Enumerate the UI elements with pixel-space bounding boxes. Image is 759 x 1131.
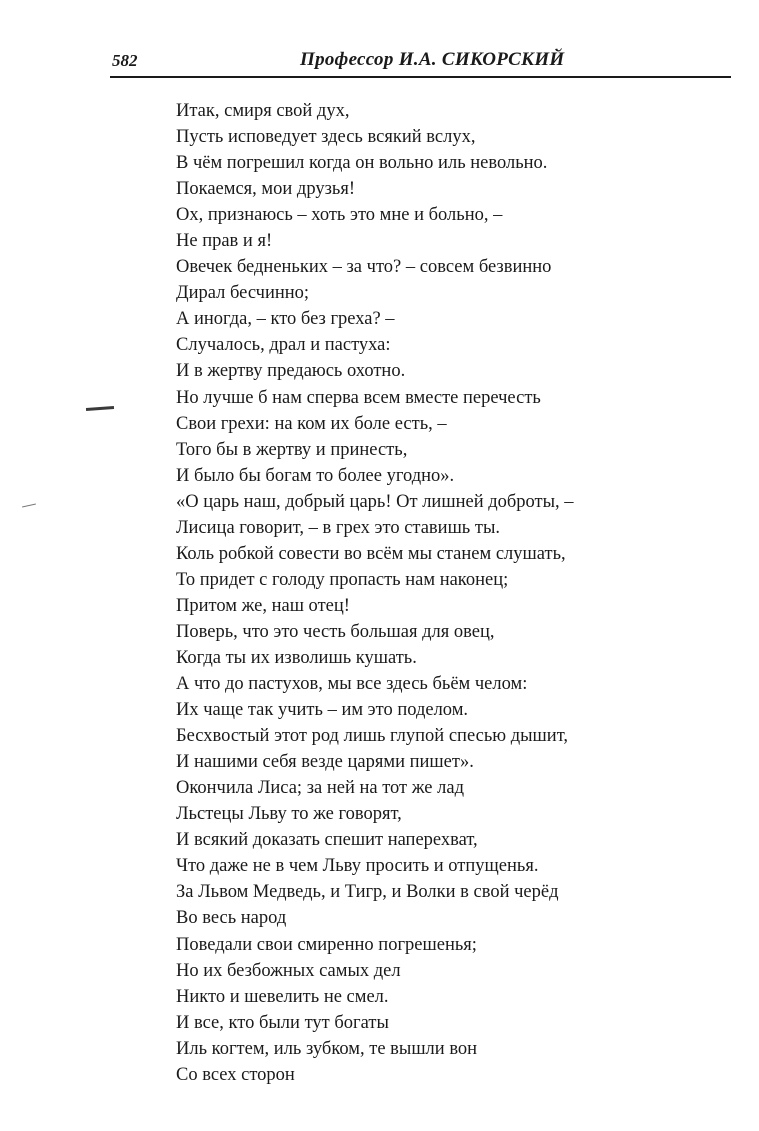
poem-text	[176, 98, 574, 1088]
poem-line: Но лучше б нам сперва всем вместе перечесть	[176, 387, 541, 408]
poem-line: Дирал бесчинно;	[176, 283, 310, 304]
poem-line: Случалось, драл и пастуха:	[176, 335, 391, 356]
poem-line: В чём погрешил когда он вольно иль невольно.	[176, 153, 548, 174]
poem-line: Коль робкой совести во всём мы станем слушать,	[176, 543, 566, 564]
poem-line: Но их безбожных самых дел	[176, 960, 401, 981]
poem-line: Покаемся, мои друзья!	[176, 179, 355, 200]
poem-line: А иногда, – кто без греха? –	[176, 309, 395, 330]
poem-line: Окончила Лиса; за ней на тот же лад	[176, 778, 464, 799]
poem-line: Когда ты их изволишь кушать.	[176, 647, 417, 668]
poem-line: Их чаще так учить – им это поделом.	[176, 700, 469, 721]
poem-line: Льстецы Льву то же говорят,	[176, 804, 402, 825]
poem-line: И было бы богам то более угодно».	[176, 465, 455, 486]
poem-line: Что даже не в чем Льву просить и отпущенья.	[176, 856, 539, 877]
poem-line: Поведали свои смиренно погрешенья;	[176, 934, 477, 955]
running-title: Профессор И.А. СИКОРСКИЙ	[300, 49, 565, 70]
poem-line: То придет с голоду пропасть нам наконец;	[176, 569, 509, 590]
header-rule	[110, 76, 731, 78]
poem-line: Пусть исповедует здесь всякий вслух,	[176, 127, 476, 148]
poem-line: Во весь народ	[176, 908, 287, 929]
page-number: 582	[112, 51, 138, 70]
margin-pencil-mark-small	[22, 504, 36, 508]
poem-line: И нашими себя везде царями пишет».	[176, 752, 474, 773]
poem-line: Со всех сторон	[176, 1064, 295, 1085]
poem-line: Того бы в жертву и принесть,	[176, 439, 408, 460]
poem-line: И всякий доказать спешит наперехват,	[176, 830, 478, 851]
poem-line: Овечек бедненьких – за что? – совсем безвинно	[176, 257, 552, 278]
poem-line: За Львом Медведь, и Тигр, и Волки в свой черёд	[176, 882, 559, 903]
poem-line: Не прав и я!	[176, 231, 273, 252]
poem-line: Ох, признаюсь – хоть это мне и больно, –	[176, 205, 503, 226]
poem-line: Свои грехи: на ком их боле есть, –	[176, 413, 447, 434]
poem-line: Никто и шевелить не смел.	[176, 986, 389, 1007]
poem-line: Притом же, наш отец!	[176, 595, 350, 616]
poem-line: Поверь, что это честь большая для овец,	[176, 621, 495, 642]
poem-line: А что до пастухов, мы все здесь бьём челом:	[176, 674, 528, 695]
poem-line: Итак, смиря свой дух,	[176, 101, 350, 121]
poem-line: И все, кто были тут богаты	[176, 1012, 389, 1033]
margin-pencil-mark	[86, 406, 114, 411]
poem-line: Лисица говорит, – в грех это ставишь ты.	[176, 517, 501, 538]
poem-line: Бесхвостый этот род лишь глупой спесью дышит,	[176, 726, 569, 747]
poem-line: «О царь наш, добрый царь! От лишней доброты, –	[176, 491, 574, 512]
poem-line: Иль когтем, иль зубком, те вышли вон	[176, 1038, 478, 1059]
poem-line: И в жертву предаюсь охотно.	[176, 361, 406, 382]
